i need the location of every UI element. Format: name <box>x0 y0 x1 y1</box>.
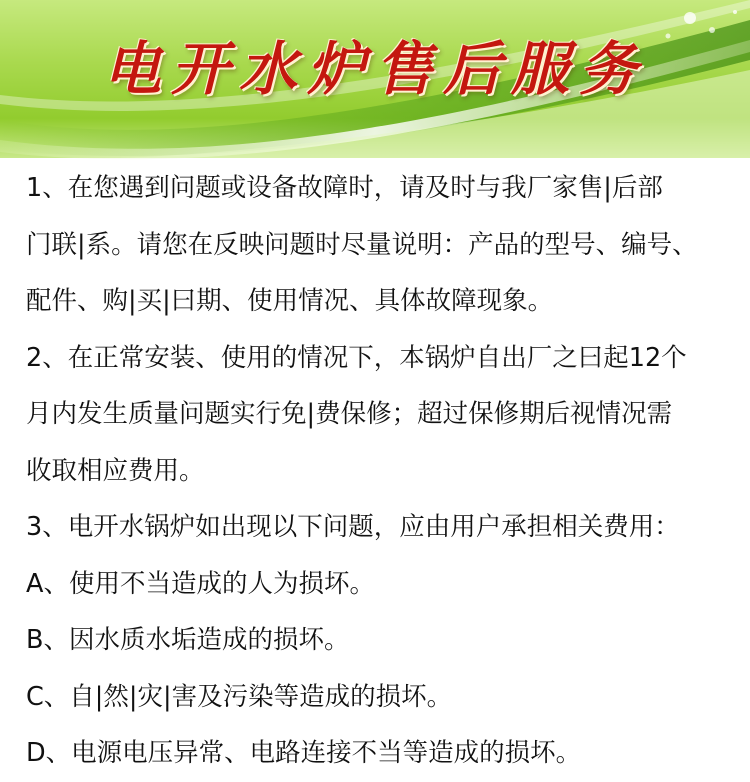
page-title: 电开水炉售后服务 <box>102 35 647 103</box>
text-line-1: 1、在您遇到问题或设备故障时，请及时与我厂家售|后部 <box>26 173 663 203</box>
text-line-7: 3、电开水锅炉如出现以下问题，应由用户承担相关费用： <box>26 512 680 542</box>
text-line-6: 收取相应费用。 <box>26 455 205 486</box>
service-terms <box>26 160 730 782</box>
text-line-4: 2、在正常安装、使用的情况下，本锅炉自出厂之曰起12个 <box>26 342 687 373</box>
header-banner <box>0 0 750 158</box>
list-item-c: C、自|然|灾|害及污染等造成的损坏。 <box>26 681 453 712</box>
text-line-2: 门联|系。请您在反映问题时尽量说明：产品的型号、编号、 <box>26 229 698 260</box>
list-item-a: A、使用不当造成的人为损坏。 <box>26 568 375 599</box>
list-item-d: D、电源电压异常、电路连接不当等造成的损坏。 <box>26 738 582 768</box>
text-line-3: 配件、购|买|曰期、使用情况、具体故障现象。 <box>26 286 554 316</box>
text-line-5: 月内发生质量问题实行免|费保修；超过保修期后视情况需 <box>26 399 673 429</box>
list-item-b: B、因水质水垢造成的损坏。 <box>26 625 350 655</box>
